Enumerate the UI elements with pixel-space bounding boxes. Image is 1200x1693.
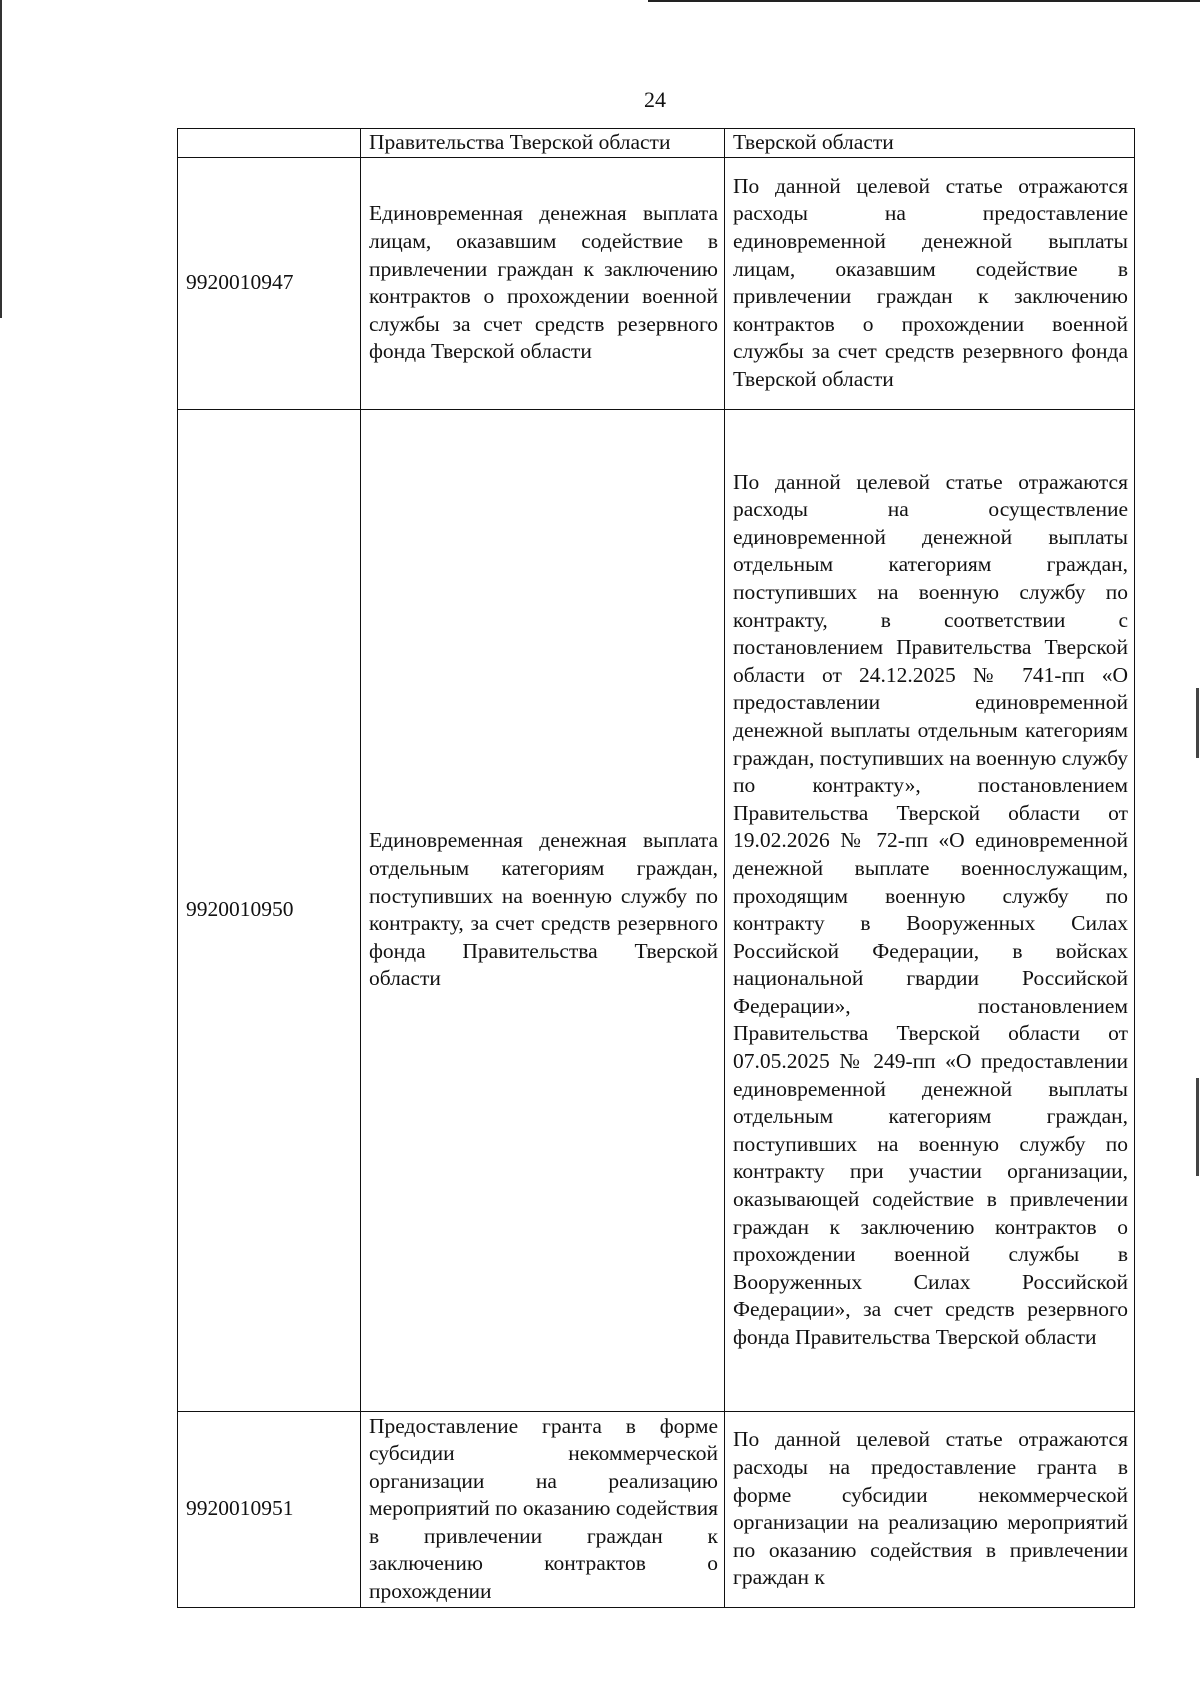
table-row <box>178 409 1135 1411</box>
target-description-cell: По данной целевой статье отражаются расходы на предоставление единовременной денежной выплаты лицам, оказавшим содействие в привлечении граждан к заключению контрактов о прохождении военной службы за счет средств резервного фонда Тверской области <box>725 157 1135 409</box>
scan-edge-left <box>0 0 2 318</box>
table-row <box>178 157 1135 409</box>
target-name-cell: Единовременная денежная выплата лицам, оказавшим содействие в привлечении граждан к заключению контрактов о прохождении военной службы за счет средств резервного фонда Тверской области <box>361 157 725 409</box>
page-number: 24 <box>644 87 666 112</box>
target-name-cell: Правительства Тверской области <box>361 129 725 158</box>
target-description-cell: Тверской области <box>725 129 1135 158</box>
table-row <box>178 129 1135 158</box>
target-code-cell <box>178 129 361 158</box>
scan-mark-right <box>1196 1078 1199 1176</box>
target-description-cell: По данной целевой статье отражаются расходы на предоставление гранта в форме субсидии некоммерческой организации на реализацию мероприятий по оказанию содействия в привлечении граждан к <box>725 1411 1135 1607</box>
target-code-cell: 9920010951 <box>178 1411 361 1607</box>
target-name-cell: Единовременная денежная выплата отдельным категориям граждан, поступивших на военную службу по контракту, за счет средств резервного фонда Правительства Тверской области <box>361 409 725 1411</box>
target-code-cell: 9920010947 <box>178 157 361 409</box>
scan-mark-right <box>1196 688 1199 758</box>
table-row <box>178 1411 1135 1607</box>
target-description-cell: По данной целевой статье отражаются расходы на осуществление единовременной денежной выплаты отдельным категориям граждан, поступивших на военную службу по контракту, в соответствии с постановлением Правительства Тверской области от 24.12.2025 № 741-пп «О предоставлении единовременной денежной выплаты отдельным категориям граждан, поступивших на военную службу по контракту», постановлением Правительства Тверской области от 19.02.2026 № 72-пп «О единовременной денежной выплате военнослужащим, проходящим военную службу по контракту в Вооруженных Силах Российской Федерации, в войсках национальной гвардии Российской Федерации», постановлением Правительства Тверской области от 07.05.2025 № 249-пп «О предоставлении единовременной денежной выплаты отдельным категориям граждан, поступивших на военную службу по контракту при участии организации, оказывающей содействие в привлечении граждан к заключению контрактов о прохождении военной службы в Вооруженных Силах Российской Федерации», за счет средств резервного фонда Правительства Тверской области <box>725 409 1135 1411</box>
budget-classification-table <box>177 128 1135 1608</box>
target-name-cell: Предоставление гранта в форме субсидии некоммерческой организации на реализацию мероприятий по оказанию содействия в привлечении граждан к заключению контрактов о прохождении <box>361 1411 725 1607</box>
scan-edge-top <box>648 0 1200 2</box>
target-code-cell: 9920010950 <box>178 409 361 1411</box>
